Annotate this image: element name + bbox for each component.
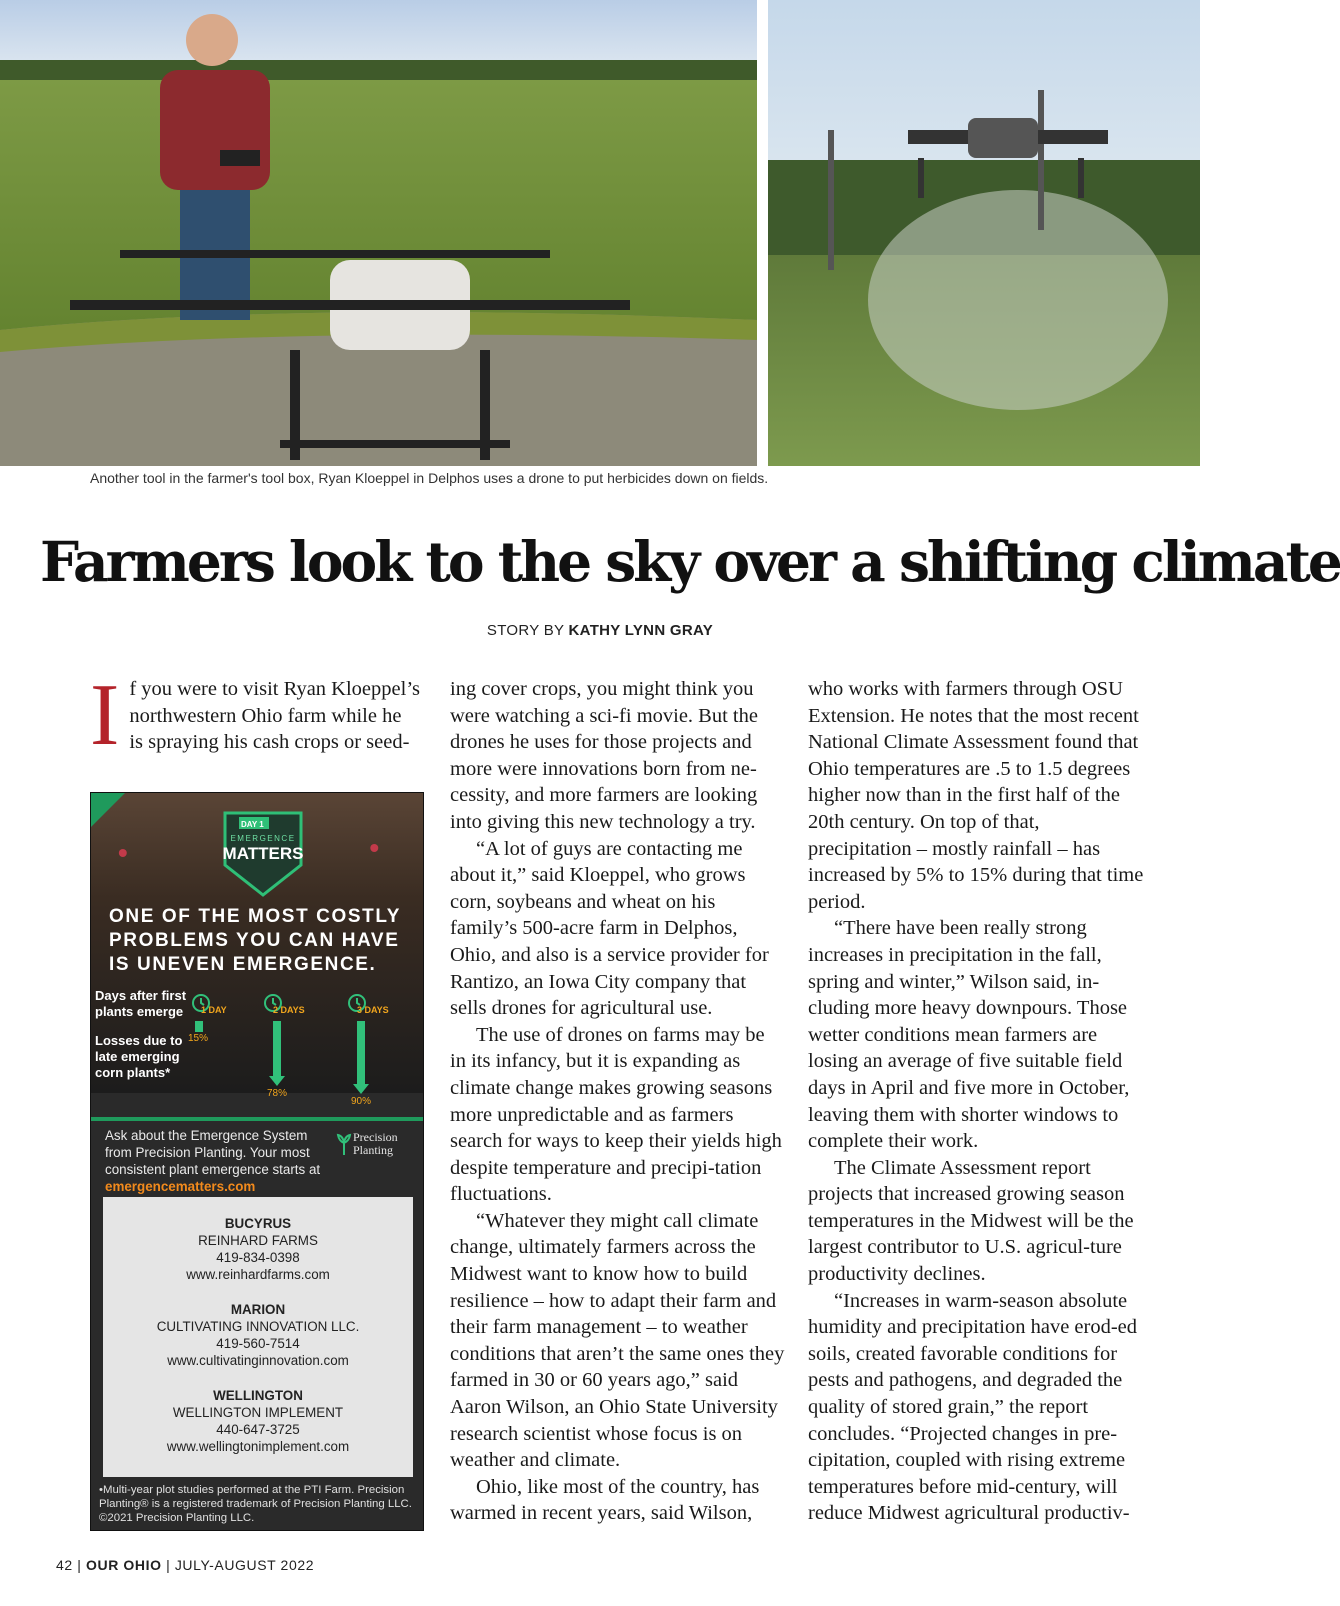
byline xyxy=(0,622,1200,639)
issue-date: JULY-AUGUST 2022 xyxy=(174,1557,315,1573)
cta-text: Ask about the Emergence System from Precision Planting. Your most consistent plant emergence starts at xyxy=(105,1128,321,1177)
byline-author: KATHY LYNN GRAY xyxy=(568,622,714,639)
paragraph: The Climate Assessment report projects that increased growing season temperatures in the Midwest will be the largest contributor to U.S. agricul-ture productivity declines. xyxy=(808,1156,1134,1286)
corner-accent xyxy=(91,793,125,827)
page-number: 42 xyxy=(56,1557,73,1573)
cta-url: emergencematters.com xyxy=(105,1179,256,1194)
paragraph: The use of drones on farms may be in its infancy, but it is expanding as climate change makes growing seasons more unpredictable and as farmers search for ways to keep their yields high despite temperature and precipi-tation fluctuations. xyxy=(450,1023,782,1206)
article-column-1 xyxy=(90,667,420,764)
losses-label: Losses due to late emerging corn plants* xyxy=(95,1033,183,1080)
ad-headline: ONE OF THE MOST COSTLY PROBLEMS YOU CAN HAVE IS UNEVEN EMERGENCE. xyxy=(109,906,401,975)
day-2-label: 2 DAYS xyxy=(273,1005,305,1015)
dealer-city: WELLINGTON xyxy=(213,1388,303,1403)
badge-emergence: EMERGENCE xyxy=(230,834,296,843)
dealer-phone: 440-647-3725 xyxy=(216,1422,300,1437)
logo-line-2: Planting xyxy=(353,1143,394,1157)
day-1-loss: 15% xyxy=(188,1033,209,1044)
advertisement-precision-planting xyxy=(90,792,424,1531)
paragraph: who works with farmers through OSU Extension. He notes that the most recent National Climate Assessment found that Ohio temperatures are .5 to 1.5 degrees higher now than in the first half of the 20th century. On top of that, precipitation – mostly rainfall – has increased by 5% to 15% during that time period. xyxy=(808,678,1144,913)
photo-farmer-with-drone xyxy=(0,0,757,466)
dealer-bucyrus xyxy=(103,1215,413,1283)
dealer-marion xyxy=(103,1301,413,1369)
badge-day: DAY 1 xyxy=(241,820,264,829)
day-3-loss: 90% xyxy=(351,1096,372,1107)
sprout-icon xyxy=(337,1133,351,1155)
logo-line-1: Precision xyxy=(353,1130,398,1144)
dealer-name: WELLINGTON IMPLEMENT xyxy=(172,1405,344,1420)
day-3-bar xyxy=(357,1021,365,1084)
paragraph: “A lot of guys are contacting me about it,” said Kloeppel, who grows corn, soybeans and wheat on his family’s 500-acre farm in Delphos, Ohio, and also is a service provider for Rantizo, an Iowa City company that sells drones for agricultural use. xyxy=(450,837,769,1020)
ad-divider xyxy=(91,1117,423,1121)
paragraph: “Whatever they might call climate change, ultimately farmers across the Midwest want to know how to build resilience – how to adapt their farm and their farm management – to weather conditions that aren’t the same ones they farmed in 30 or 60 years ago,” said Aaron Wilson, an Ohio State University research scientist whose focus is on weather and climate. xyxy=(450,1209,785,1472)
ad-call-to-action xyxy=(105,1127,325,1195)
day-1-bar xyxy=(195,1021,203,1032)
ad-fine-print: •Multi-year plot studies performed at the PTI Farm. Precision Planting® is a registered trademark of Precision Planting LLC. ©2021 Precision Planting LLC. xyxy=(99,1484,412,1524)
page-footer: 42 | OUR OHIO | JULY-AUGUST 2022 xyxy=(56,1557,315,1573)
dealer-city: MARION xyxy=(230,1302,286,1317)
day-3-arrow xyxy=(353,1084,369,1094)
precision-planting-logo xyxy=(337,1131,421,1163)
day-2-arrow xyxy=(269,1076,285,1086)
dealer-name: CULTIVATING INNOVATION LLC. xyxy=(156,1319,360,1334)
dealer-web: www.wellingtonimplement.com xyxy=(166,1439,350,1454)
drop-cap: I xyxy=(90,667,120,764)
dealer-web: www.cultivatinginnovation.com xyxy=(167,1353,349,1368)
paragraph: “Increases in warm-season absolute humidity and precipitation have erod-ed soils, created favorable conditions for pests and pathogens, and degraded the quality of stored grain,” the report concludes. “Projected changes in pre-cipitation, coupled with rising extreme temperatures before mid-century, will reduce Midwest agricultural productiv- xyxy=(808,1289,1138,1525)
article-column-2 xyxy=(450,676,785,1527)
article-column-3 xyxy=(808,676,1146,1527)
photo-drone-spraying xyxy=(768,0,1200,466)
dealer-web: www.reinhardfarms.com xyxy=(186,1267,330,1282)
day-3-label: 3 DAYS xyxy=(357,1005,389,1015)
dealer-city: BUCYRUS xyxy=(224,1216,292,1231)
article-headline: Farmers look to the sky over a shifting climate xyxy=(40,529,1340,594)
badge-matters: MATTERS xyxy=(222,844,304,863)
days-label: Days after first plants emerge xyxy=(95,988,187,1019)
day-2-bar xyxy=(273,1021,281,1076)
day-1-label: 1 DAY xyxy=(201,1005,227,1015)
day-2-loss: 78% xyxy=(267,1087,288,1099)
dealer-phone: 419-834-0398 xyxy=(216,1250,300,1265)
opening-paragraph: f you were to visit Ryan Kloeppel’s northwestern Ohio farm while he is spraying his cash crops or seed- xyxy=(129,678,420,754)
paragraph: Ohio, like most of the country, has warmed in recent years, said Wilson, xyxy=(450,1475,760,1525)
dealer-list xyxy=(103,1197,413,1477)
magazine-name: OUR OHIO xyxy=(86,1557,162,1573)
paragraph: “There have been really strong increases in precipitation in the fall, spring and winter,” Wilson said, in-cluding more heavy downpours. Those wetter conditions mean farmers are losing an average of five suitable field days in April and five more in October, leaving them with shorter windows to complete their work. xyxy=(808,917,1130,1153)
byline-prefix: STORY BY xyxy=(486,622,565,639)
dealer-phone: 419-560-7514 xyxy=(216,1336,300,1351)
photo-caption: Another tool in the farmer's tool box, Ryan Kloeppel in Delphos uses a drone to put herbicides down on fields. xyxy=(90,470,769,486)
dealer-name: REINHARD FARMS xyxy=(198,1233,318,1248)
emergence-matters-badge xyxy=(221,807,305,899)
dealer-wellington xyxy=(103,1387,413,1455)
paragraph: ing cover crops, you might think you were watching a sci-fi movie. But the drones he uses for those projects and more were innovations born from ne-cessity, and more farmers are looking into giving this new technology a try. xyxy=(450,678,758,833)
